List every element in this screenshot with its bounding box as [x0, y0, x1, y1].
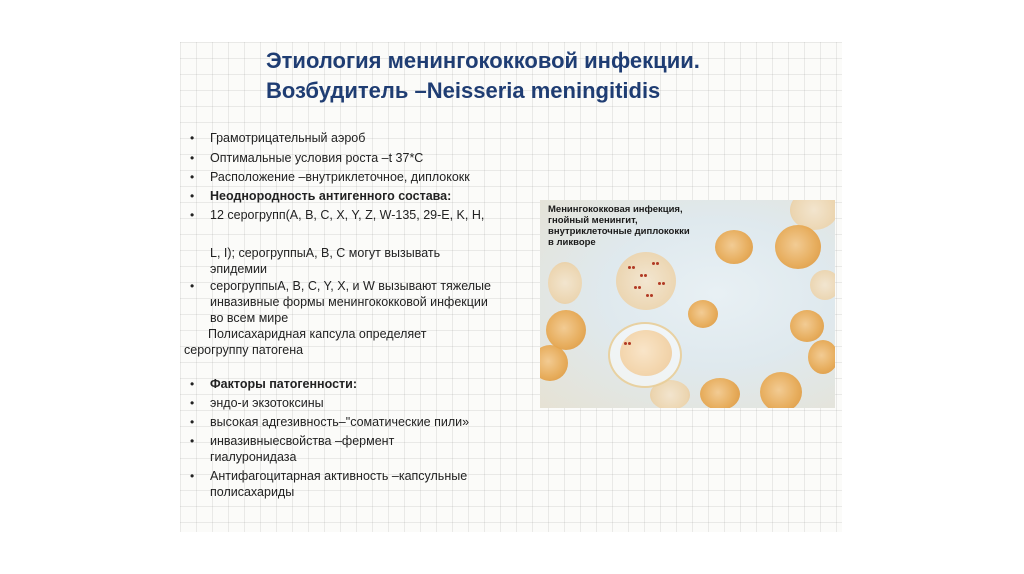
- bullet-symbol: •: [190, 279, 195, 293]
- title-line-2: [266, 76, 826, 106]
- diplococcus: [644, 274, 647, 277]
- bullet-symbol: •: [190, 415, 195, 429]
- cell: [760, 372, 802, 408]
- capsule-note-line-1: Полисахаридная капсула определяет: [208, 327, 427, 341]
- bullet-text: Расположение –внутриклеточное, диплококк: [210, 170, 470, 184]
- bullet-symbol: •: [190, 377, 195, 391]
- bullet-symbol: •: [190, 434, 195, 448]
- diplococcus: [638, 286, 641, 289]
- bullet-symbol: •: [190, 189, 195, 203]
- bullet-text: Грамотрицательный аэроб: [210, 131, 366, 145]
- diplococcus: [640, 274, 643, 277]
- cell: [700, 378, 740, 408]
- bullet-symbol: •: [190, 131, 195, 145]
- cell: [540, 345, 568, 381]
- bullet-text: Неоднородность антигенного состава:: [210, 189, 452, 203]
- slide: [180, 42, 842, 532]
- cell: [548, 262, 582, 304]
- cell: [790, 310, 824, 342]
- diplococcus: [646, 294, 649, 297]
- bullet-symbol: •: [190, 396, 195, 410]
- bullet-text: серогруппыA, B, C, Y, X, и W вызывают тяжелые инвазивные формы менингококковой инфекции во всем мире: [210, 279, 491, 325]
- bullet-text: инвазивныесвойства –фермент гиалуронидаза: [210, 434, 395, 464]
- diplococcus: [628, 266, 631, 269]
- bullet-text: Антифагоцитарная активность –капсульные полисахариды: [210, 469, 468, 499]
- cell: [808, 340, 835, 374]
- diplococcus: [656, 262, 659, 265]
- diplococcus: [624, 342, 627, 345]
- title-line-1: Этиология менингококковой инфекции.: [266, 48, 700, 73]
- micrograph-image: [540, 200, 835, 408]
- diplococcus: [652, 262, 655, 265]
- organism-name: Neisseria meningitidis: [426, 78, 661, 103]
- micrograph-caption: Менингококковая инфекция, гнойный менингит, внутриклеточные диплококки в ликворе: [548, 204, 690, 248]
- cell: [810, 270, 835, 300]
- diplococcus: [628, 342, 631, 345]
- bullet-text: эндо-и экзотоксины: [210, 396, 324, 410]
- diplococcus: [650, 294, 653, 297]
- cell: [608, 322, 682, 388]
- bullet-symbol: •: [190, 469, 195, 483]
- title-line-2-prefix: Возбудитель –: [266, 78, 427, 103]
- capsule-note-line-2: серогруппу патогена: [184, 343, 304, 357]
- bullet-symbol: •: [190, 208, 195, 222]
- bullet-text: Факторы патогенности:: [210, 377, 357, 391]
- bullet-text: высокая адгезивность–"соматические пили»: [210, 415, 470, 429]
- diplococcus: [632, 266, 635, 269]
- infected-neutrophil: [616, 252, 676, 310]
- diplococcus: [662, 282, 665, 285]
- cell: [688, 300, 718, 328]
- cell: [775, 225, 821, 269]
- cell: [715, 230, 753, 264]
- bullet-symbol: •: [190, 170, 195, 184]
- bullet-text: 12 серогрупп(A, B, C, X, Y, Z, W-135, 29-E, K, H,: [210, 208, 485, 222]
- cell: [546, 310, 586, 350]
- slide-title: [266, 46, 826, 106]
- bullet-text: Оптимальные условия роста –t 37*C: [210, 151, 424, 165]
- diplococcus: [634, 286, 637, 289]
- bullet-symbol: •: [190, 151, 195, 165]
- diplococcus: [658, 282, 661, 285]
- serogroup-continuation: L, I); серогруппыA, B, C могут вызывать эпидемии: [210, 246, 441, 276]
